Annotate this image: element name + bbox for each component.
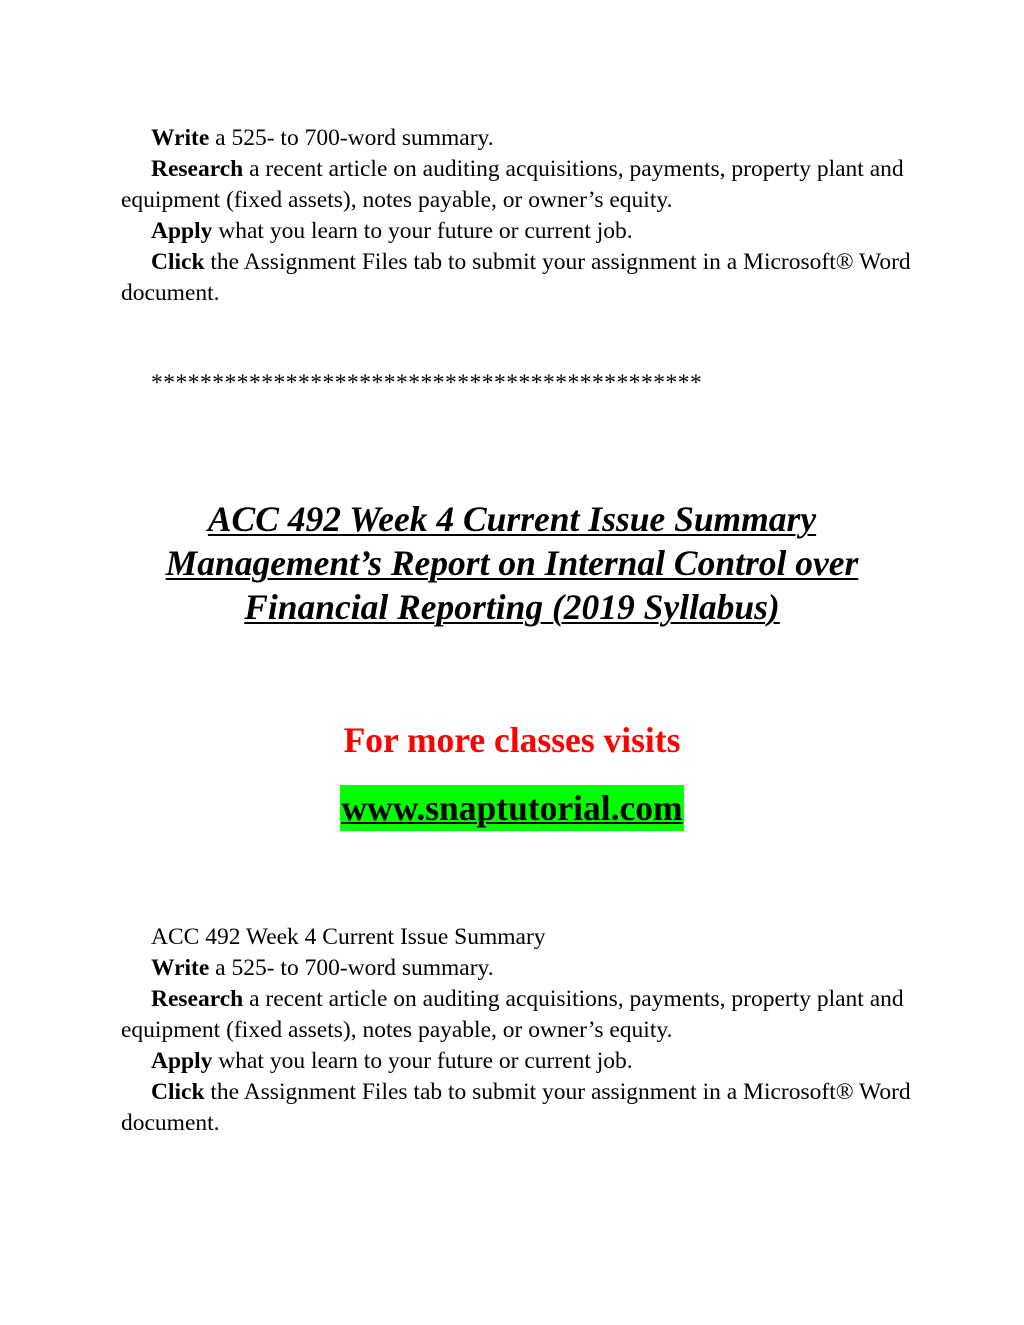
instruction-keyword: Research <box>151 156 244 182</box>
instruction-text: a 525- to 700-word summary. <box>209 955 494 981</box>
instruction-text: a recent article on auditing acquisitions, payments, property plant and equipment (fixed assets), notes payable, or owner’s equity. <box>121 986 904 1043</box>
instruction-research <box>121 984 921 1046</box>
instruction-research <box>121 154 921 216</box>
document-title <box>0 497 1024 629</box>
instruction-keyword: Write <box>151 125 210 151</box>
instruction-keyword: Click <box>151 249 205 275</box>
bottom-heading: ACC 492 Week 4 Current Issue Summary <box>151 924 546 950</box>
instruction-click <box>121 247 921 309</box>
top-instructions <box>121 123 921 309</box>
instruction-keyword: Apply <box>151 1048 213 1074</box>
title-line-3: Financial Reporting (2019 Syllabus) <box>244 587 780 627</box>
instruction-keyword: Apply <box>151 218 213 244</box>
instruction-text: what you learn to your future or current job. <box>212 218 633 244</box>
instruction-keyword: Write <box>151 955 210 981</box>
title-line-2: Management’s Report on Internal Control over <box>165 543 859 583</box>
title-line-1: ACC 492 Week 4 Current Issue Summary <box>207 499 817 539</box>
promo-link-wrap <box>0 785 1024 831</box>
instruction-text: the Assignment Files tab to submit your assignment in a Microsoft® Word document. <box>121 249 911 306</box>
separator-line: ********************************************* <box>151 370 703 396</box>
instruction-text: a recent article on auditing acquisitions, payments, property plant and equipment (fixed assets), notes payable, or owner’s equity. <box>121 156 904 213</box>
instruction-click <box>121 1077 921 1139</box>
bottom-instructions <box>121 922 921 1139</box>
instruction-write <box>121 953 921 984</box>
instruction-keyword: Click <box>151 1079 205 1105</box>
instruction-keyword: Research <box>151 986 244 1012</box>
instruction-text: what you learn to your future or current job. <box>212 1048 633 1074</box>
instruction-text: a 525- to 700-word summary. <box>209 125 494 151</box>
instruction-apply <box>121 216 921 247</box>
instruction-apply <box>121 1046 921 1077</box>
promo-link[interactable]: www.snaptutorial.com <box>340 785 683 831</box>
instruction-write <box>121 123 921 154</box>
instruction-text: the Assignment Files tab to submit your assignment in a Microsoft® Word document. <box>121 1079 911 1136</box>
promo-text: For more classes visits <box>343 720 681 760</box>
